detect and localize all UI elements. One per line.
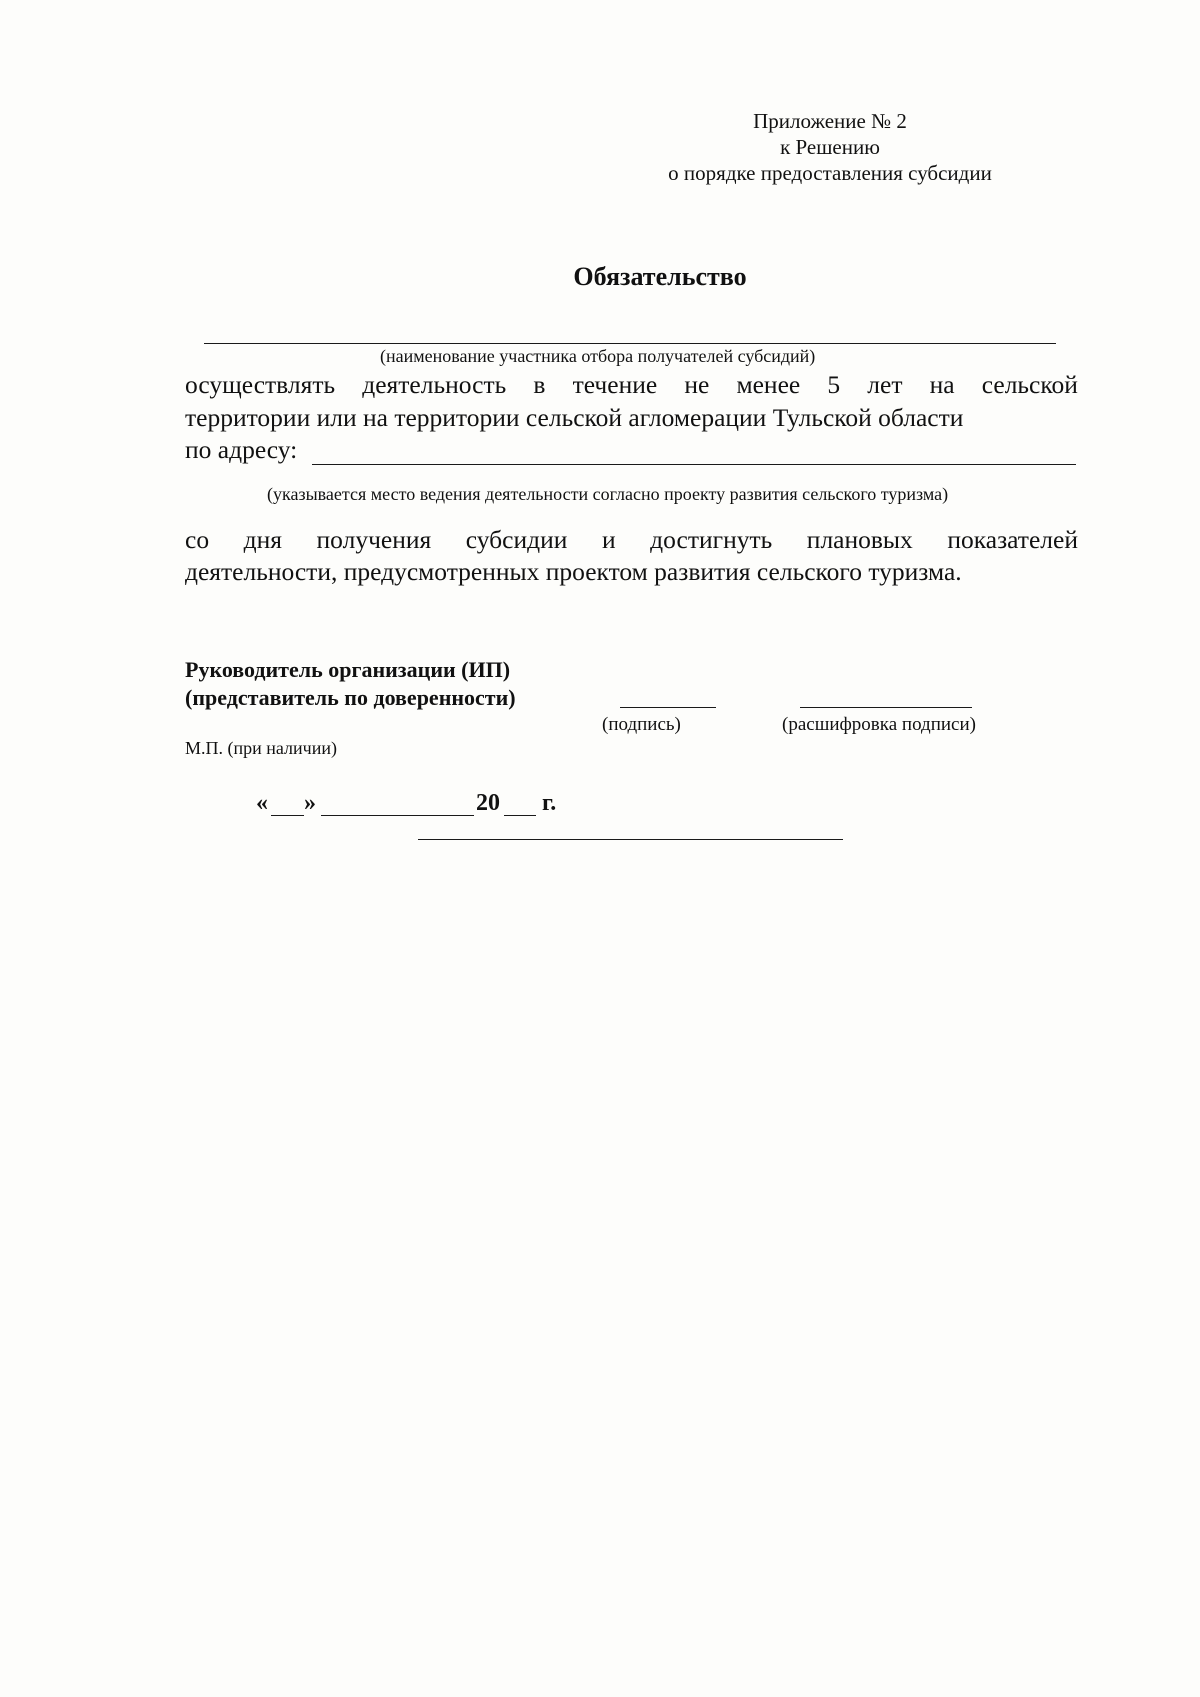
word: достигнуть <box>650 525 773 554</box>
obligation-line-1 <box>185 370 1078 400</box>
word: плановых <box>806 525 913 554</box>
date-open-quote: « <box>256 790 268 816</box>
word: 5 <box>827 370 841 399</box>
word: сельской <box>981 370 1078 399</box>
date-year-suffix: г. <box>542 790 557 816</box>
date-year-line <box>504 815 536 816</box>
word: получения <box>316 525 432 554</box>
participant-name-line <box>204 343 1056 344</box>
word: лет <box>867 370 903 399</box>
word: течение <box>572 370 658 399</box>
signer-role-line-2: (представитель по доверенности) <box>185 685 516 710</box>
word: субсидии <box>465 525 568 554</box>
appendix-subject: о порядке предоставления субсидии <box>668 161 992 185</box>
obligation-line-4 <box>185 525 1078 555</box>
date-year-prefix: 20 <box>476 790 500 816</box>
signature-caption: (подпись) <box>602 714 681 735</box>
document-title: Обязательство <box>573 262 747 291</box>
word: со <box>185 525 210 554</box>
participant-caption: (наименование участника отбора получателей субсидий) <box>380 346 816 366</box>
word: и <box>601 525 616 554</box>
signature-decoding-caption: (расшифровка подписи) <box>782 714 976 735</box>
word: не <box>684 370 710 399</box>
word: в <box>533 370 546 399</box>
obligation-line-3: по адресу: <box>185 435 298 464</box>
word: менее <box>736 370 801 399</box>
signer-role-line-1: Руководитель организации (ИП) <box>185 657 511 682</box>
obligation-line-5: деятельности, предусмотренных проектом развития сельского туризма. <box>185 557 962 586</box>
word: на <box>929 370 955 399</box>
signature-line <box>620 707 716 708</box>
address-caption: (указывается место ведения деятельности согласно проекту развития сельского туризма) <box>267 484 949 504</box>
word: осуществлять <box>185 370 336 399</box>
date-day-line <box>271 815 304 816</box>
signature-decoding-line <box>800 707 972 708</box>
obligation-line-2: территории или на территории сельской агломерации Тульской области <box>185 403 964 432</box>
word: показателей <box>947 525 1078 554</box>
appendix-header <box>600 108 1060 186</box>
appendix-number: Приложение № 2 <box>753 109 907 133</box>
word: дня <box>243 525 282 554</box>
address-line <box>312 464 1076 465</box>
closing-separator <box>418 839 843 840</box>
appendix-reference: к Решению <box>780 135 880 159</box>
word: деятельность <box>362 370 507 399</box>
stamp-note: М.П. (при наличии) <box>185 738 337 758</box>
date-month-line <box>321 815 474 816</box>
date-close-quote: » <box>304 790 316 816</box>
